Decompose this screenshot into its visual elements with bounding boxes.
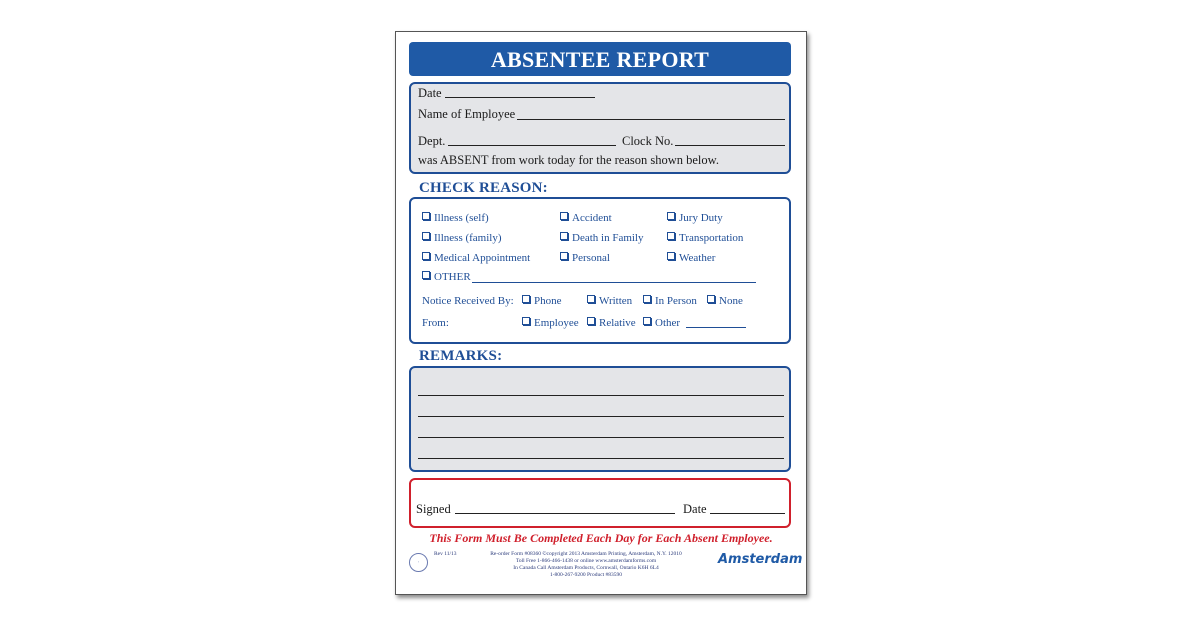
union-seal-icon: • — [409, 553, 428, 572]
checkbox-icon — [587, 317, 595, 325]
checkbox-accident[interactable]: Accident — [560, 212, 612, 224]
signature-date-label: Date — [683, 502, 707, 516]
checkbox-icon — [560, 212, 568, 220]
dept-field[interactable] — [448, 145, 616, 146]
checkbox-icon — [422, 252, 430, 260]
employee-name-field[interactable] — [517, 119, 785, 120]
remarks-box[interactable] — [409, 366, 791, 472]
reorder-info: Re-order Form #08360 ©copyright 2013 Amsterdam Printing, Amsterdam, N.Y. 12010 Toll Free 1-866-466-1438 or online www.amsterdamforms.com In Canada Call Amsterdam Products, Cornwall, Ontario K6H 6L4 1-800-267-9200 Product #83590 — [490, 551, 682, 578]
from-other-field[interactable] — [686, 327, 746, 328]
checkbox-icon — [422, 212, 430, 220]
clock-no-field[interactable] — [675, 145, 785, 146]
from-label: From: — [422, 317, 449, 329]
signature-date-field[interactable] — [710, 513, 785, 514]
checkbox-notice-in-person[interactable]: In Person — [643, 295, 697, 307]
checkbox-illness-self[interactable]: Illness (self) — [422, 212, 489, 224]
notice-received-label: Notice Received By: — [422, 295, 514, 307]
dept-label: Dept. — [418, 134, 446, 148]
amsterdam-logo: Amsterdam — [718, 552, 803, 567]
checkbox-icon — [707, 295, 715, 303]
checkbox-icon — [522, 295, 530, 303]
remarks-heading: REMARKS: — [419, 348, 503, 364]
signed-label: Signed — [416, 502, 451, 516]
checkbox-personal[interactable]: Personal — [560, 252, 610, 264]
employee-name-label: Name of Employee — [418, 107, 516, 121]
checkbox-notice-none[interactable]: None — [707, 295, 743, 307]
checkbox-icon — [643, 317, 651, 325]
date-label: Date — [418, 86, 442, 100]
checkbox-icon — [560, 252, 568, 260]
checkbox-jury-duty[interactable]: Jury Duty — [667, 212, 723, 224]
checkbox-icon — [560, 232, 568, 240]
signature-field[interactable] — [455, 513, 675, 514]
checkbox-transportation[interactable]: Transportation — [667, 232, 743, 244]
checkbox-icon — [587, 295, 595, 303]
revision-text: Rev 11/13 — [434, 551, 457, 557]
completion-notice: This Form Must Be Completed Each Day for Each Absent Employee. — [429, 531, 773, 545]
checkbox-from-employee[interactable]: Employee — [522, 317, 579, 329]
checkbox-notice-written[interactable]: Written — [587, 295, 632, 307]
clock-no-label: Clock No. — [622, 134, 674, 148]
checkbox-icon — [643, 295, 651, 303]
checkbox-icon — [667, 252, 675, 260]
signature-box — [409, 478, 791, 528]
checkbox-weather[interactable]: Weather — [667, 252, 715, 264]
checkbox-death-in-family[interactable]: Death in Family — [560, 232, 644, 244]
checkbox-icon — [422, 271, 430, 279]
other-reason-field[interactable] — [472, 282, 756, 283]
checkbox-icon — [522, 317, 530, 325]
remarks-line-4[interactable] — [418, 458, 784, 459]
remarks-line-3[interactable] — [418, 437, 784, 438]
absent-statement: was ABSENT from work today for the reason shown below. — [418, 153, 719, 167]
checkbox-from-relative[interactable]: Relative — [587, 317, 636, 329]
absentee-report-form — [395, 31, 807, 595]
form-title: ABSENTEE REPORT — [409, 42, 791, 76]
checkbox-notice-phone[interactable]: Phone — [522, 295, 562, 307]
check-reason-heading: CHECK REASON: — [419, 180, 548, 196]
checkbox-from-other[interactable]: Other — [643, 317, 680, 329]
checkbox-icon — [667, 212, 675, 220]
date-field[interactable] — [445, 97, 595, 98]
checkbox-illness-family[interactable]: Illness (family) — [422, 232, 502, 244]
checkbox-other[interactable]: OTHER — [422, 271, 471, 283]
remarks-line-1[interactable] — [418, 395, 784, 396]
remarks-line-2[interactable] — [418, 416, 784, 417]
checkbox-icon — [422, 232, 430, 240]
checkbox-icon — [667, 232, 675, 240]
checkbox-medical-appointment[interactable]: Medical Appointment — [422, 252, 530, 264]
